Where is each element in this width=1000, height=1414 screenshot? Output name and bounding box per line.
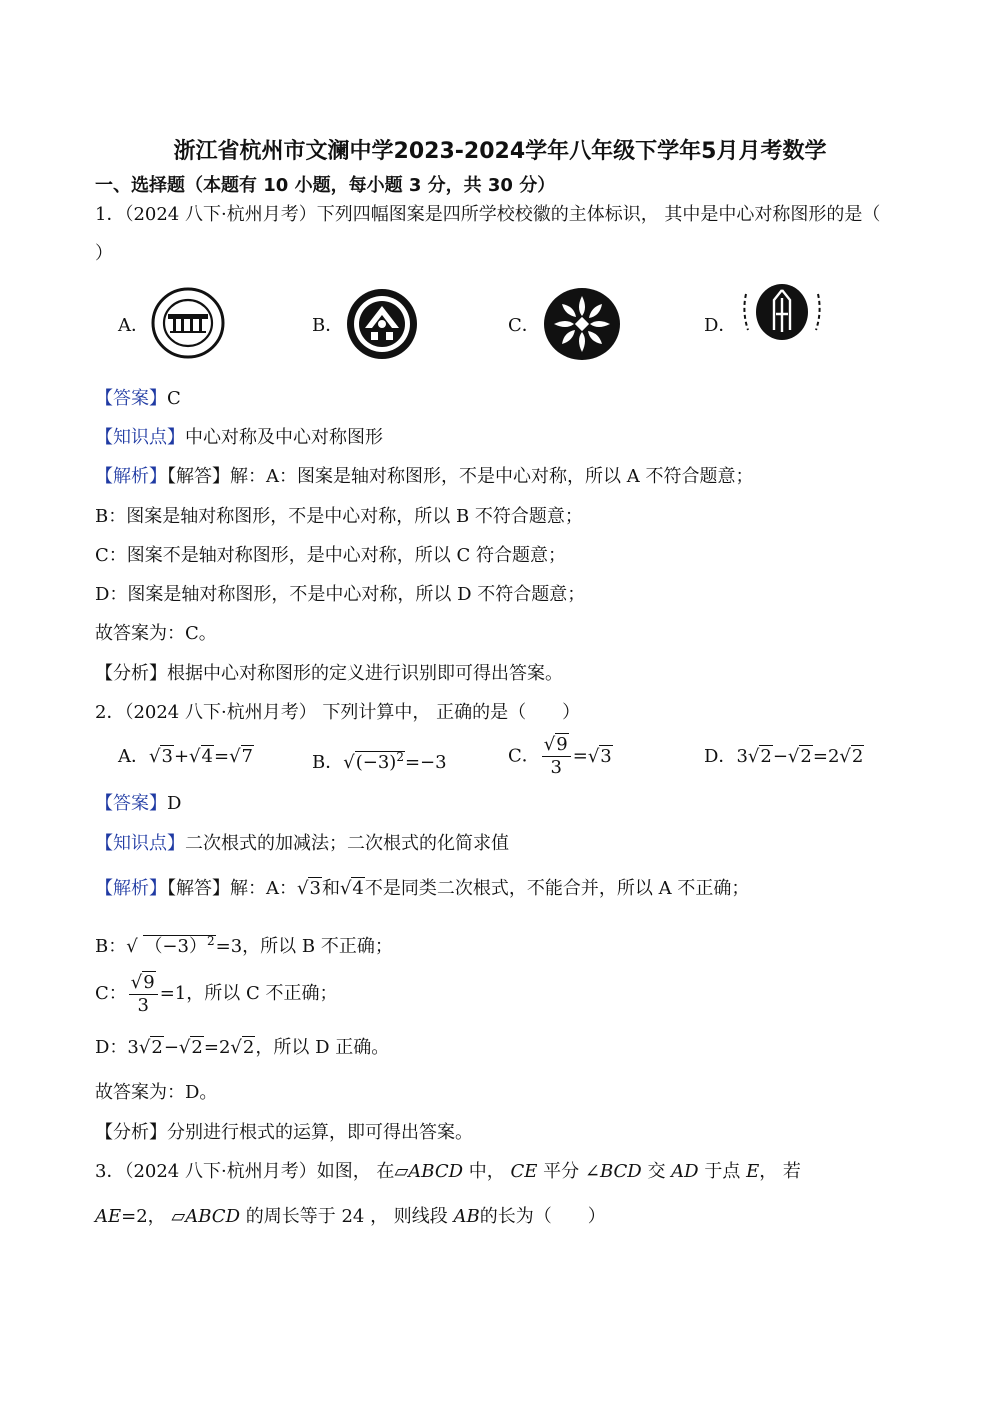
radicand: 9 xyxy=(143,971,155,993)
sqrt-symbol: √2 xyxy=(747,746,772,767)
radicand: 2 xyxy=(242,1037,255,1058)
exponent: 2 xyxy=(206,934,215,948)
coefficient: 3 xyxy=(736,746,748,767)
q1-logo-b xyxy=(344,286,422,362)
q1-stem-end: ） xyxy=(95,243,113,264)
radicand: 2 xyxy=(151,1037,163,1058)
sqrt-symbol: √2 xyxy=(230,1037,255,1058)
connector-text: 的长为（ ） xyxy=(479,1206,606,1227)
q2-analysis-d-text: ，所以 D 正确。 xyxy=(255,1037,390,1058)
q2-analysis-c-text: =1，所以 C 不正确； xyxy=(159,983,338,1004)
minus-sign: − xyxy=(772,746,788,767)
sqrt-symbol: √7 xyxy=(229,746,253,767)
angle-label: BCD xyxy=(599,1161,642,1182)
sqrt-symbol: √2 xyxy=(839,746,864,767)
q1-option-b-label: B． xyxy=(312,315,344,336)
q2-option-a-label: A． xyxy=(118,746,149,767)
radicand: 9 xyxy=(556,734,568,755)
fraction xyxy=(542,734,571,779)
q1-fenxi: 【分析】根据中心对称图形的定义进行识别即可得出答案。 xyxy=(95,663,563,684)
q1-option-c-label: C． xyxy=(508,315,540,336)
q2-analysis-c-prefix: C： xyxy=(95,983,127,1004)
radicand: 4 xyxy=(201,746,213,767)
q2-option-c-label: C． xyxy=(508,745,540,767)
q1-analysis-tag: 【解析】 xyxy=(95,466,167,487)
q1-knowledge-text: 中心对称及中心对称图形 xyxy=(185,427,383,448)
sqrt-symbol: √2 xyxy=(138,1037,163,1058)
segment-label: AD xyxy=(671,1161,699,1182)
radicand: 7 xyxy=(241,746,253,767)
q2-knowledge xyxy=(95,832,509,856)
q2-answer xyxy=(95,792,181,816)
q2-analysis-line-b xyxy=(95,929,393,959)
q2-analysis-d-prefix: D：3 xyxy=(95,1037,139,1058)
q1-option-d-label: D． xyxy=(704,315,737,336)
sqrt-symbol: √2 xyxy=(787,746,812,767)
q2-analysis-line-c xyxy=(95,970,337,1018)
sqrt-symbol: √2 xyxy=(178,1037,203,1058)
q1-logo-c xyxy=(542,286,622,362)
q3-prefix: 3．（2024 八下·杭州月考）如图， 在 xyxy=(95,1161,395,1182)
q2-analysis-b-prefix: B： xyxy=(95,936,127,957)
q1-analysis-text-1: 【解答】解：A：图案是轴对称图形，不是中心对称，所以 A 不符合题意； xyxy=(167,466,754,487)
q2-knowledge-tag: 【知识点】 xyxy=(95,833,185,854)
sqrt-symbol: √3 xyxy=(297,878,321,899)
radicand-base: (−3) xyxy=(355,752,397,773)
q1-option-a-label: A． xyxy=(118,315,149,336)
radicand: 2 xyxy=(851,746,864,767)
equals-sign: =2 xyxy=(812,746,840,767)
page-title: 浙江省杭州市文澜中学2023-2024学年八年级下学年5月月考数学 xyxy=(173,139,827,164)
radicand: 3 xyxy=(161,746,173,767)
connector-text: 中， xyxy=(463,1161,511,1182)
q2-answer-value: D xyxy=(167,793,182,814)
segment-label: AB xyxy=(453,1206,480,1227)
denominator: 3 xyxy=(550,757,562,778)
q1-answer xyxy=(95,387,181,411)
q2-answer-tag: 【答案】 xyxy=(95,793,167,814)
connector-text: 平分 ∠ xyxy=(537,1161,600,1182)
minus-sign: − xyxy=(163,1037,179,1058)
q2-analysis-tag: 【解析】 xyxy=(95,878,167,899)
radicand: 3 xyxy=(600,745,612,767)
connector-text: 于点 xyxy=(698,1161,747,1182)
q2-analysis-a-text: 不是同类二次根式，不能合并，所以 A 不正确； xyxy=(364,878,750,899)
q2-stem: 2．（2024 八下·杭州月考） 下列计算中， 正确的是（ ） xyxy=(95,702,581,723)
radicand xyxy=(143,935,215,957)
q2-conclusion: 故答案为：D。 xyxy=(95,1082,218,1103)
fraction xyxy=(129,972,158,1017)
sqrt-symbol: √3 xyxy=(587,745,612,767)
q2-analysis-prefix: 【解答】解：A： xyxy=(167,878,297,899)
parallelogram-label: ▱ABCD xyxy=(394,1161,464,1182)
exponent: 2 xyxy=(396,750,404,764)
q1-answer-value: C xyxy=(167,388,181,409)
q1-stem: 1．（2024 八下·杭州月考）下列四幅图案是四所学校校徽的主体标识， 其中是中心对称图形的是（ xyxy=(95,204,881,225)
q2-analysis-b-text: =3，所以 B 不正确； xyxy=(215,936,393,957)
q1-logo-d xyxy=(740,280,824,344)
radicand: 3 xyxy=(309,878,321,899)
q1-analysis-line-1 xyxy=(95,465,753,489)
plus-sign: + xyxy=(173,746,190,767)
q2-option-b xyxy=(312,745,447,775)
radicand: 2 xyxy=(800,746,812,767)
q1-analysis-line-2: B：图案是轴对称图形，不是中心对称，所以 B 不符合题意； xyxy=(95,506,583,527)
q2-analysis-line-a xyxy=(95,877,749,901)
q1-logo-a xyxy=(150,286,228,360)
segment-label: AE xyxy=(95,1206,122,1227)
q2-fenxi: 【分析】分别进行根式的运算，即可得出答案。 xyxy=(95,1122,473,1143)
numerator: √9 xyxy=(542,734,571,757)
connector-text: 交 xyxy=(641,1161,672,1182)
q1-analysis-line-3: C：图案不是轴对称图形，是中心对称，所以 C 符合题意； xyxy=(95,545,566,566)
radicand xyxy=(355,751,405,773)
radicand-base: （−3） xyxy=(144,936,207,957)
denominator: 3 xyxy=(137,994,149,1016)
connector-text: 和 xyxy=(321,878,340,899)
sqrt-symbol: √4 xyxy=(339,878,364,899)
parallelogram-label: ▱ABCD xyxy=(171,1206,241,1227)
connector-text: ， 若 xyxy=(759,1161,801,1182)
segment-label: CE xyxy=(510,1161,538,1182)
section-heading: 一、选择题（本题有 10 小题，每小题 3 分，共 30 分） xyxy=(95,175,556,196)
q2-knowledge-text: 二次根式的加减法；二次根式的化简求值 xyxy=(185,833,509,854)
q2-option-b-label: B． xyxy=(312,752,344,773)
sqrt-symbol: $√(-3)^2$ xyxy=(343,750,404,773)
connector-text: 的周长等于 24 ， 则线段 xyxy=(240,1206,454,1227)
equals-sign: = xyxy=(213,746,230,767)
q2-analysis-line-d xyxy=(95,1036,389,1060)
radicand: 2 xyxy=(191,1037,203,1058)
sqrt-symbol: √4 xyxy=(189,746,213,767)
q2-option-a xyxy=(118,745,254,769)
q2-option-d-label: D． xyxy=(704,746,737,767)
q3-stem-line-1 xyxy=(95,1160,801,1184)
connector-text: =2， xyxy=(121,1206,172,1227)
point-label: E xyxy=(746,1161,760,1182)
sqrt-symbol: √3 xyxy=(149,746,173,767)
sqrt-symbol: √ $(-3)^2$ xyxy=(126,934,215,957)
equals-sign: = xyxy=(572,745,588,767)
radicand: 4 xyxy=(352,878,364,899)
q2-option-c xyxy=(508,734,613,779)
q1-answer-tag: 【答案】 xyxy=(95,388,167,409)
q1-conclusion: 故答案为：C。 xyxy=(95,623,217,644)
numerator: √9 xyxy=(129,972,158,995)
radicand: 2 xyxy=(760,746,772,767)
equals-sign: =2 xyxy=(203,1037,231,1058)
q1-knowledge-tag: 【知识点】 xyxy=(95,427,185,448)
q3-stem-line-2 xyxy=(95,1205,606,1229)
q2-option-b-rhs: =−3 xyxy=(404,752,447,773)
q2-option-d xyxy=(704,745,864,769)
q1-knowledge xyxy=(95,426,383,450)
q1-analysis-line-4: D：图案是轴对称图形，不是中心对称，所以 D 不符合题意； xyxy=(95,584,586,605)
